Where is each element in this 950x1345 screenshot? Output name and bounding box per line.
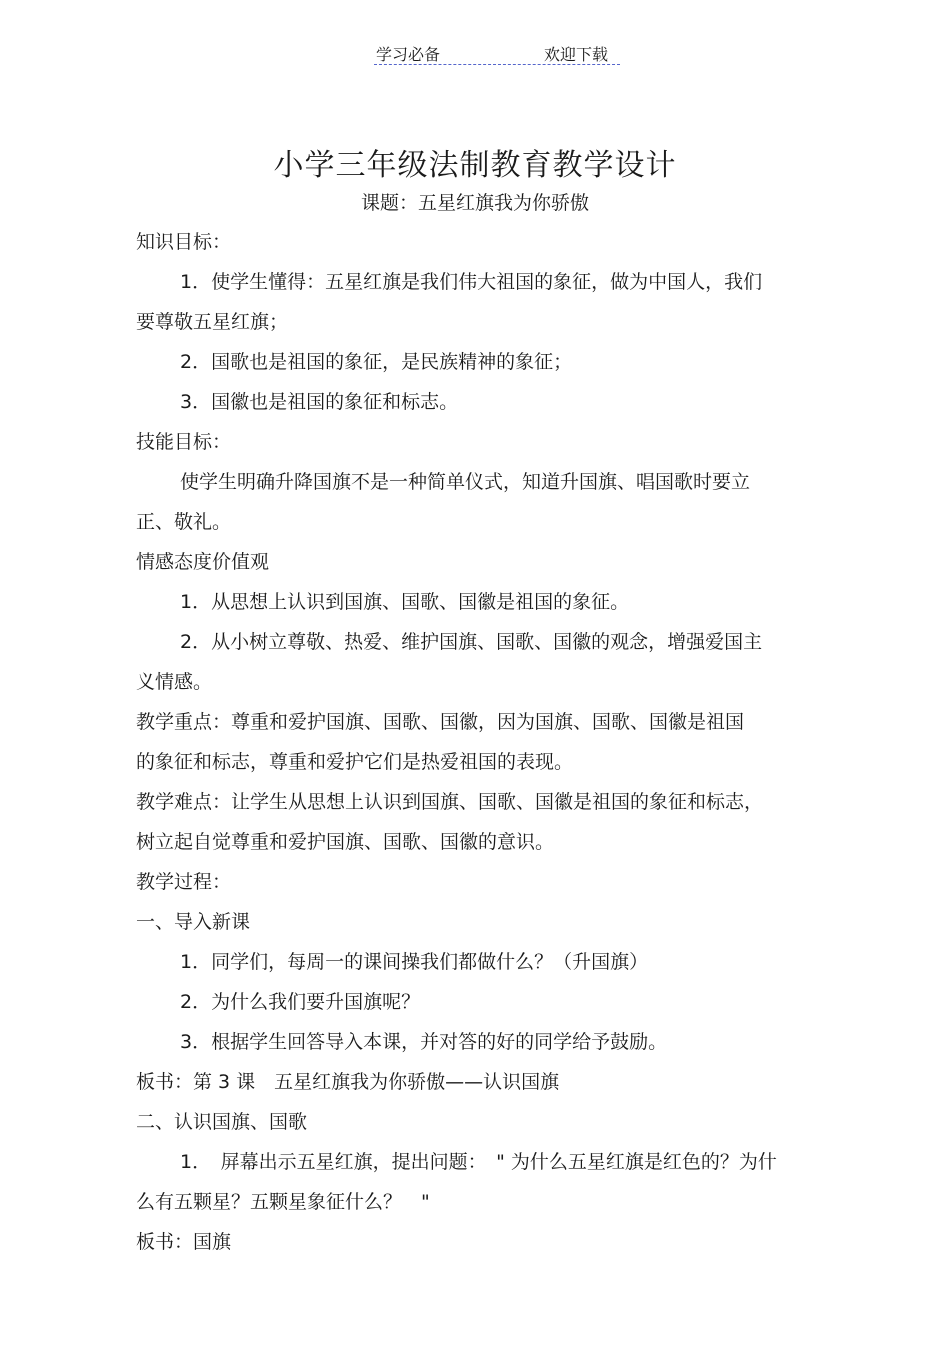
paragraph-line: 3．根据学生回答导入本课，并对答的好的同学给予鼓励。 bbox=[180, 1031, 668, 1053]
section-heading: 二、认识国旗、国歌 bbox=[136, 1111, 308, 1133]
paragraph-line: 1． 屏幕出示五星红旗，提出问题： " 为什么五星红旗是红色的？为什 bbox=[180, 1151, 777, 1173]
paragraph-line: 的象征和标志，尊重和爱护它们是热爱祖国的表现。 bbox=[136, 751, 574, 773]
header-left: 学习必备 bbox=[376, 45, 441, 64]
paragraph-line: 树立起自觉尊重和爱护国旗、国歌、国徽的意识。 bbox=[136, 831, 555, 853]
header-right: 欢迎下载 bbox=[544, 45, 609, 64]
paragraph-line: 1．使学生懂得：五星红旗是我们伟大祖国的象征，做为中国人，我们 bbox=[180, 271, 763, 293]
section-heading: 一、导入新课 bbox=[136, 911, 251, 933]
section-heading: 技能目标： bbox=[136, 431, 232, 453]
paragraph-line: 1．同学们，每周一的课间操我们都做什么？（升国旗） bbox=[180, 951, 649, 973]
paragraph-line: 板书：国旗 bbox=[136, 1231, 232, 1253]
paragraph-line: 1．从思想上认识到国旗、国歌、国徽是祖国的象征。 bbox=[180, 591, 630, 613]
section-heading: 情感态度价值观 bbox=[136, 551, 270, 573]
paragraph-line: 3．国徽也是祖国的象征和标志。 bbox=[180, 391, 459, 413]
paragraph-line: 正、敬礼。 bbox=[136, 511, 232, 533]
paragraph-line: 教学难点：让学生从思想上认识到国旗、国歌、国徽是祖国的象征和标志， bbox=[136, 791, 764, 813]
paragraph-line: 2．从小树立尊敬、热爱、维护国旗、国歌、国徽的观念，增强爱国主 bbox=[180, 631, 763, 653]
paragraph-line: 教学重点：尊重和爱护国旗、国歌、国徽，因为国旗、国歌、国徽是祖国 bbox=[136, 711, 745, 733]
paragraph-line: 板书：第 3 课 五星红旗我为你骄傲——认识国旗 bbox=[136, 1071, 560, 1093]
section-heading: 教学过程： bbox=[136, 871, 232, 893]
paragraph-line: 2．为什么我们要升国旗呢？ bbox=[180, 991, 421, 1013]
paragraph-line: 义情感。 bbox=[136, 671, 213, 693]
paragraph-line: 么有五颗星？五颗星象征什么？ " bbox=[136, 1191, 430, 1213]
document-title: 小学三年级法制教育教学设计 bbox=[273, 148, 677, 183]
paragraph-line: 2．国歌也是祖国的象征，是民族精神的象征； bbox=[180, 351, 573, 373]
paragraph-line: 要尊敬五星红旗； bbox=[136, 311, 289, 333]
document-subtitle: 课题：五星红旗我为你骄傲 bbox=[360, 192, 589, 214]
page-header bbox=[374, 42, 620, 65]
paragraph-line: 使学生明确升降国旗不是一种简单仪式，知道升国旗、唱国歌时要立 bbox=[180, 471, 751, 493]
section-heading: 知识目标： bbox=[136, 231, 232, 253]
